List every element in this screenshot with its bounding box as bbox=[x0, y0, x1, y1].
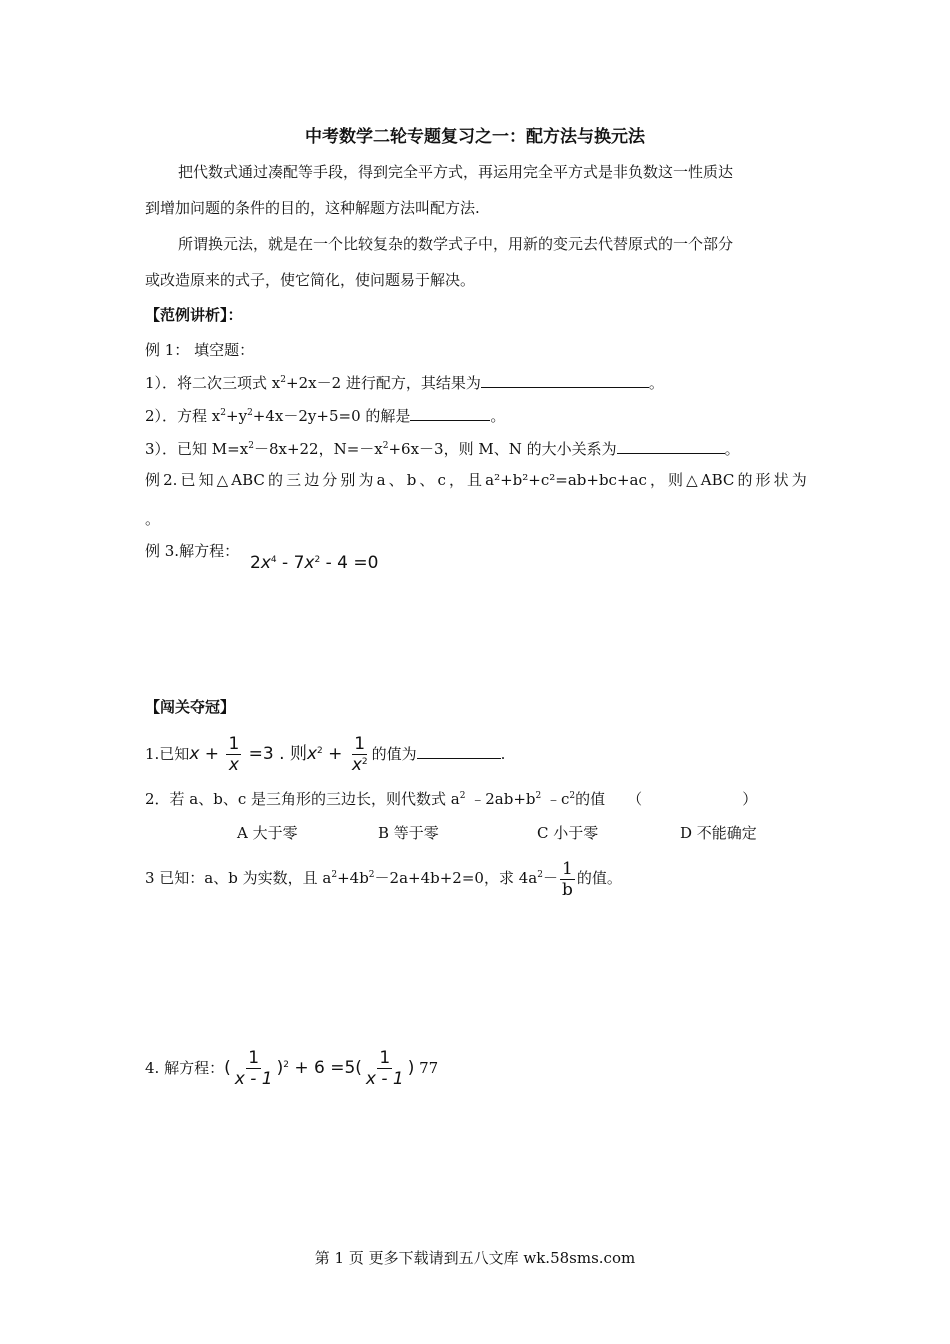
fraction: $\frac{1}{x - 1}$ bbox=[234, 1047, 273, 1089]
example-2-word: 则 bbox=[668, 471, 684, 489]
example-2-word: △ bbox=[216, 471, 229, 489]
example-2-word: 知 bbox=[198, 471, 214, 489]
answer-blank[interactable] bbox=[410, 404, 490, 421]
example-2-word: ， bbox=[649, 471, 665, 489]
example-1-question-2: 2）．方程 $x^2+y^2+4x-2y+5=0$ 的解是 。 bbox=[145, 404, 505, 426]
fraction: $\frac{1}{x^2}$ bbox=[351, 733, 368, 775]
section-heading-challenge: 【闯关夺冠】 bbox=[145, 698, 236, 716]
example-2-word: 的 bbox=[737, 471, 753, 489]
option-b[interactable]: B 等于零 bbox=[378, 824, 439, 842]
example-1-label: 例 1： 填空题： bbox=[145, 341, 255, 359]
example-2-line-1 bbox=[145, 470, 807, 490]
example-2-line-2: 。 bbox=[145, 510, 161, 528]
example-2-word: 例 bbox=[145, 471, 161, 489]
example-2-word: 为 bbox=[791, 471, 807, 489]
page-footer: 第 1 页 更多下载请到五八文库 wk.58sms.com bbox=[314, 1249, 636, 1267]
problem-3: 3 已知：a、b 为实数，且 $a^2+4b^2-2a+4b+2=0$，求 $4a^2-$ $\frac{1}{b}$ 的值。 bbox=[145, 858, 622, 900]
example-2-word: b bbox=[406, 471, 417, 489]
example-2-word: △ bbox=[686, 471, 698, 489]
fraction: $\frac{1}{b}$ bbox=[561, 858, 573, 900]
option-c[interactable]: C 小于零 bbox=[537, 824, 599, 842]
example-2-word: 状 bbox=[773, 471, 789, 489]
example-1-question-1: 1）．将二次三项式 $x^2+2x-2$ 进行配方，其结果为 。 bbox=[145, 371, 664, 393]
answer-blank[interactable] bbox=[617, 437, 725, 454]
answer-blank[interactable] bbox=[417, 742, 501, 759]
example-2-word: 、 bbox=[419, 471, 435, 489]
example-1-question-3: 3）．已知 $M=x^2-8x+22$，$N=-x^2+6x-3$，则 M、N 的大小关系为 。 bbox=[145, 437, 740, 459]
problem-4: 4. 解方程：( $\frac{1}{x - 1}$ )$^2$ + 6 =5( $\frac{1}{x - 1}$ ) 77 bbox=[145, 1047, 439, 1089]
example-2-word: ABC bbox=[700, 471, 735, 489]
example-2-word: a bbox=[376, 471, 386, 489]
example-2-word: a²+b²+c²=ab+bc+ac bbox=[485, 471, 647, 489]
example-2-word: 已 bbox=[180, 471, 196, 489]
answer-blank[interactable] bbox=[481, 371, 649, 388]
page-title: 中考数学二轮专题复习之一：配方法与换元法 bbox=[305, 127, 645, 147]
example-3-equation: $2x^4 - 7x^2 - 4 =0$ bbox=[250, 553, 379, 573]
example-2-word: 且 bbox=[467, 471, 483, 489]
example-2-word: 别 bbox=[340, 471, 356, 489]
example-2-word: ， bbox=[448, 471, 464, 489]
example-2-word: 边 bbox=[304, 471, 320, 489]
example-3-label: 例 3.解方程： bbox=[145, 542, 240, 560]
example-2-word: 形 bbox=[755, 471, 771, 489]
intro-paragraph-1-line-2: 到增加问题的条件的目的，这种解题方法叫配方法. bbox=[145, 199, 480, 217]
intro-paragraph-2-line-2: 或改造原来的式子，使它简化，使问题易于解决。 bbox=[145, 271, 476, 289]
example-2-word: c bbox=[437, 471, 446, 489]
example-2-word: 分 bbox=[322, 471, 338, 489]
fraction: $\frac{1}{x - 1}$ bbox=[365, 1047, 404, 1089]
example-2-word: 为 bbox=[358, 471, 374, 489]
option-a[interactable]: A 大于零 bbox=[237, 824, 298, 842]
example-2-word: 三 bbox=[286, 471, 302, 489]
example-2-word: 、 bbox=[388, 471, 404, 489]
intro-paragraph-2-line-1: 所谓换元法，就是在一个比较复杂的数学式子中，用新的变元去代替原式的一个部分 bbox=[178, 235, 734, 253]
section-heading-examples: 【范例讲析】： bbox=[145, 306, 243, 324]
fraction: $\frac{1}{x}$ bbox=[228, 733, 240, 775]
example-2-word: ABC bbox=[231, 471, 265, 489]
example-2-word: 的 bbox=[268, 471, 284, 489]
problem-2: 2．若 a、b、c 是三角形的三边长，则代数式 $a^2$ $﹣2ab+b^2$ $﹣c^2$的值 （ ） bbox=[145, 790, 758, 808]
problem-1: 1.已知x + $\frac{1}{x}$ =3 . 则$x^2$ + $\frac{1}{x^2}$ 的值为 . bbox=[145, 733, 506, 775]
example-2-word: 2. bbox=[163, 471, 178, 489]
intro-paragraph-1-line-1: 把代数式通过凑配等手段，得到完全平方式，再运用完全平方式是非负数这一性质达 bbox=[178, 163, 734, 181]
option-d[interactable]: D 不能确定 bbox=[680, 824, 757, 842]
